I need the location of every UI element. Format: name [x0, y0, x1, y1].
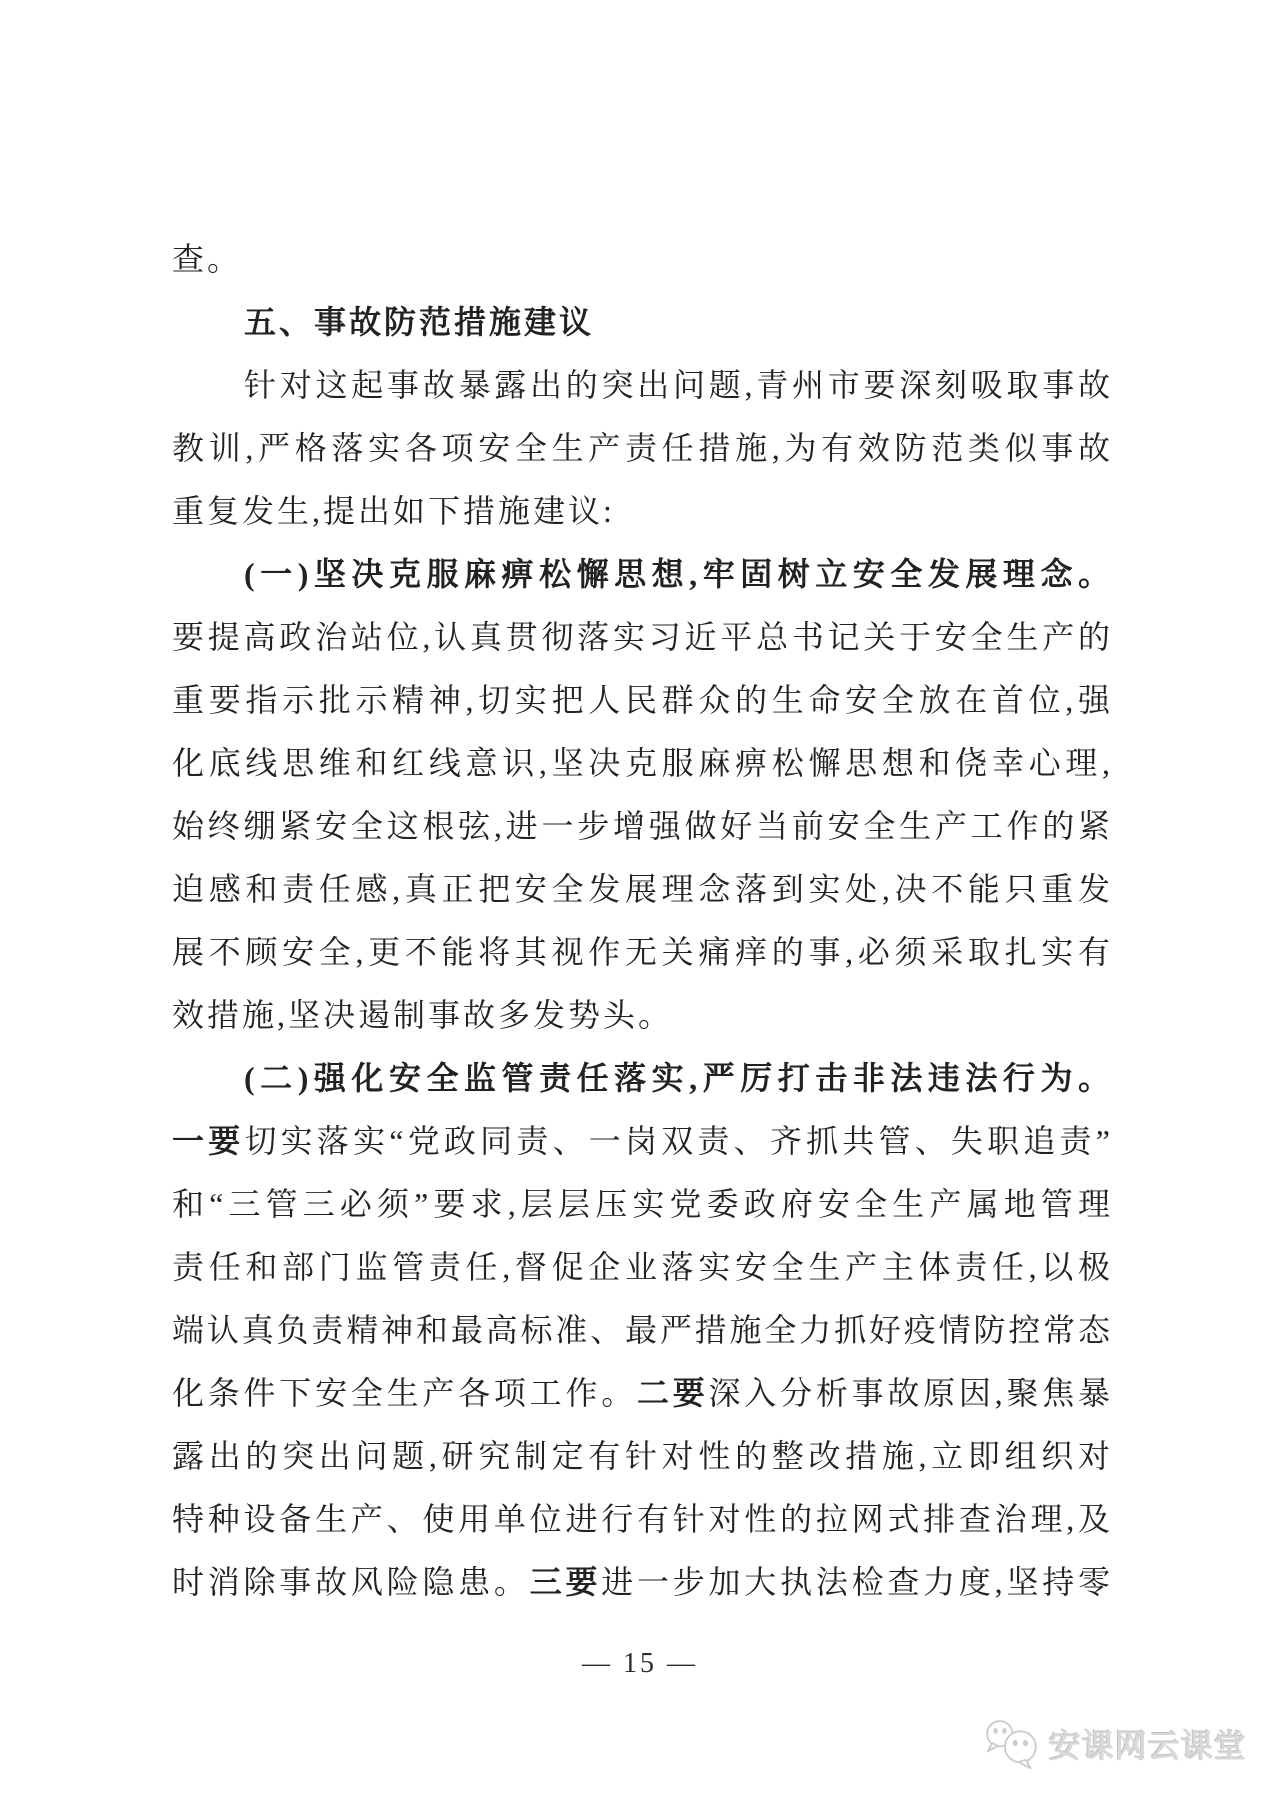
text-run: 和“三管三必须”要求,层层压实党委政府安全生产属地管理: [172, 1186, 1110, 1222]
text-run: 责任和部门监管责任,督促企业落实安全生产主体责任,以极: [172, 1249, 1110, 1285]
text-run: 重要指示批示精神,切实把人民群众的生命安全放在首位,强: [172, 682, 1110, 718]
text-line: [172, 921, 1110, 984]
text-run: 特种设备生产、使用单位进行有针对性的拉网式排查治理,及: [172, 1501, 1110, 1537]
text-line: [172, 795, 1110, 858]
text-line: [172, 1551, 1110, 1614]
clause-heading: [172, 1047, 1110, 1110]
text-run: 教训,严格落实各项安全生产责任措施,为有效防范类似事故: [172, 430, 1110, 466]
text-run: 切实落实“党政同责、一岗双责、齐抓共管、失职追责”: [244, 1123, 1110, 1159]
text-line: [172, 1173, 1110, 1236]
text-block: [172, 228, 1110, 1614]
text-run: 要提高政治站位,认真贯彻落实习近平总书记关于安全生产的: [172, 619, 1110, 655]
text-run: 展不顾安全,更不能将其视作无关痛痒的事,必须采取扎实有: [172, 934, 1110, 970]
text-run: 化条件下安全生产各项工作。: [172, 1375, 637, 1411]
text-run: 露出的突出问题,研究制定有针对性的整改措施,立即组织对: [172, 1438, 1110, 1474]
text-line: [172, 1362, 1110, 1425]
text-run: 重复发生,提出如下措施建议:: [172, 493, 615, 529]
text-run: 时消除事故风险隐患。: [172, 1564, 530, 1600]
text-run: 深入分析事故原因,聚焦暴: [708, 1375, 1110, 1411]
text-line: [172, 858, 1110, 921]
text-line: [172, 354, 1110, 417]
text-line: [172, 606, 1110, 669]
text-run: 迫感和责任感,真正把安全发展理念落到实处,决不能只重发: [172, 871, 1110, 907]
text-line: [172, 669, 1110, 732]
clause-heading: [172, 543, 1110, 606]
emphasis-run: 二要: [636, 1375, 709, 1411]
watermark: [982, 1718, 1247, 1770]
text-run: 进一步加大执法检查力度,坚持零: [601, 1564, 1110, 1600]
text-run: 查。: [172, 241, 243, 277]
text-line: [172, 228, 1110, 291]
text-line: [172, 1299, 1110, 1362]
emphasis-run: 一要: [172, 1123, 245, 1159]
emphasis-run: 五、事故防范措施建议: [244, 304, 595, 340]
text-line: [172, 732, 1110, 795]
text-run: 效措施,坚决遏制事故多发势头。: [172, 997, 674, 1033]
watermark-label: 安课网云课堂: [1049, 1728, 1248, 1764]
text-line: [172, 417, 1110, 480]
text-run: 针对这起事故暴露出的突出问题,青州市要深刻吸取事故: [244, 367, 1110, 403]
text-line: [172, 1425, 1110, 1488]
text-line: [172, 1110, 1110, 1173]
text-line: [172, 1488, 1110, 1551]
emphasis-run: (一)坚决克服麻痹松懈思想,牢固树立安全发展理念。: [244, 556, 1110, 592]
text-line: [172, 480, 1110, 543]
text-run: 化底线思维和红线意识,坚决克服麻痹松懈思想和侥幸心理,: [172, 745, 1110, 781]
text-line: [172, 984, 1110, 1047]
emphasis-run: 三要: [529, 1564, 602, 1600]
section-heading: [172, 291, 1110, 354]
text-line: [172, 1236, 1110, 1299]
text-run: 端认真负责精神和最高标准、最严措施全力抓好疫情防控常态: [172, 1312, 1110, 1348]
emphasis-run: (二)强化安全监管责任落实,严厉打击非法违法行为。: [244, 1060, 1110, 1096]
wechat-bubbles-icon: [982, 1718, 1040, 1770]
text-run: 始终绷紧安全这根弦,进一步增强做好当前安全生产工作的紧: [172, 808, 1110, 844]
page-number: — 15 —: [582, 1648, 698, 1679]
